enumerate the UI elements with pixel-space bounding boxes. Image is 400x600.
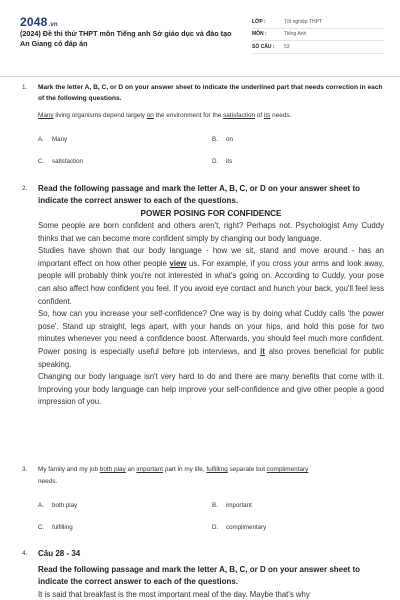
question-body [38, 82, 384, 121]
question-3 [0, 462, 400, 542]
passage-paragraph: Some people are born confident and others aren't, right? Perhaps not. Psychologist Amy Cuddy thinks that we can become more confident simply by changing our body language. [38, 221, 384, 243]
question-body [38, 464, 328, 488]
option-letter: A. [38, 136, 44, 143]
logo-text: 2048 [20, 15, 48, 29]
underlined-word: complimentary [266, 466, 309, 473]
option-text: fulfilling [52, 524, 73, 531]
option-a[interactable] [38, 502, 77, 509]
option-text: on [226, 136, 233, 143]
question-number: 3. [22, 466, 28, 473]
statement-text: an [125, 466, 137, 473]
passage-paragraph: Changing our body language isn't very hard to do and there are many benefits that come with it. Improving your body language can help improve your self-confidence and give other people a good impression of you. [38, 372, 384, 407]
underlined-word: on [146, 112, 154, 119]
option-letter: D. [212, 524, 219, 531]
option-letter: B. [212, 136, 218, 143]
option-letter: B. [212, 502, 218, 509]
option-text: its [226, 158, 233, 165]
question-instruction: Mark the letter A, B, C, or D on your answer sheet to indicate the underlined part that needs correction in each of the following questions. [38, 84, 383, 102]
statement-text: of [255, 112, 264, 119]
passage-title: POWER POSING FOR CONFIDENCE [140, 209, 282, 218]
meta-key: MÔN : [252, 31, 267, 38]
option-text: both play [52, 502, 78, 509]
question-instruction: Read the following passage and mark the letter A, B, C, or D on your answer sheet to indicate the correct answer to each of the questions. [38, 184, 360, 205]
statement-text: needs. [270, 112, 292, 119]
option-b[interactable] [212, 136, 233, 143]
option-c[interactable] [38, 524, 73, 531]
passage-paragraph [38, 308, 384, 371]
meta-row-subject [252, 29, 384, 42]
exam-meta [252, 16, 384, 54]
underlined-word: Many [38, 112, 54, 119]
header-divider [0, 76, 400, 77]
meta-row-count [252, 41, 384, 54]
question-number: 4. [22, 550, 28, 557]
option-text: Many [52, 136, 68, 143]
question-range-label: Câu 28 - 34 [38, 549, 81, 558]
option-d[interactable] [212, 524, 266, 531]
underlined-word: its [263, 112, 271, 119]
site-logo[interactable] [20, 15, 58, 29]
meta-key: LỚP : [252, 18, 266, 25]
question-2 [0, 181, 400, 459]
underlined-word: fulfilling [206, 466, 228, 473]
statement-text: My family and my job [38, 466, 100, 473]
question-statement [38, 111, 384, 121]
question-body [38, 183, 384, 409]
meta-value: 53 [284, 43, 290, 50]
meta-key: SỐ CÂU : [252, 43, 275, 50]
option-d[interactable] [212, 158, 232, 165]
option-text: important [226, 502, 252, 509]
meta-row-class [252, 16, 384, 29]
option-b[interactable] [212, 502, 252, 509]
statement-text: needs. [38, 478, 58, 485]
question-body [38, 548, 384, 600]
statement-text: living organisms depend largely [53, 112, 147, 119]
statement-text: part in my life, [163, 466, 207, 473]
question-number: 2. [22, 185, 28, 192]
document-header [0, 0, 400, 70]
paragraph-text: us. For example, if you cross your arms and look away, people will probably think you're not interested in what's going on. According to Cuddy, your pose can also affect how confident you feel. If you avoid eye contact and hunch your back, you'll feel less confident. [38, 258, 384, 306]
underlined-word: both play [99, 466, 126, 473]
meta-value: Tiếng Anh [284, 31, 307, 38]
question-4 [0, 547, 400, 600]
highlighted-word: view [169, 258, 187, 268]
option-letter: C. [38, 158, 45, 165]
statement-text: separate but [227, 466, 267, 473]
underlined-word: satisfaction [223, 112, 256, 119]
option-a[interactable] [38, 136, 67, 143]
passage-paragraph [38, 245, 384, 308]
option-text: complimentary [226, 524, 267, 531]
paragraph-text: also proves beneficial for public speaking. [38, 346, 384, 369]
option-letter: A. [38, 502, 44, 509]
option-letter: D. [212, 158, 219, 165]
option-letter: C. [38, 524, 45, 531]
question-1 [0, 80, 400, 180]
option-text: satisfaction [52, 158, 83, 165]
document-title: (2024) Đề thi thử THPT môn Tiếng anh Sở giáo dục và đào tạo An Giang có đáp án [20, 29, 232, 48]
highlighted-word: it [260, 346, 265, 356]
question-number: 1. [22, 84, 28, 91]
paragraph-text: Studies have shown that our body language - how we sit, stand and move around - has an important effect on how other people [38, 246, 384, 268]
underlined-word: important [136, 466, 164, 473]
option-c[interactable] [38, 158, 83, 165]
question-instruction: Read the following passage and mark the letter A, B, C, or D on your answer sheet to indicate the correct answer to each of the questions. [38, 565, 360, 586]
question-statement [38, 464, 328, 488]
passage-paragraph: It is said that breakfast is the most important meal of the day. Maybe that's why [38, 590, 310, 599]
meta-value: Tốt nghiệp THPT [284, 18, 322, 25]
paragraph-text: So, how can you increase your self-confidence? One way is by doing what Cuddy calls 'the power pose'. Stand up straight, legs apart, with your hands on your hips, and hold this pose for two minutes whenever you need a confidence boost. Afterwards, you should feel much more confident. Power posing is especially useful before job interviews, and [38, 309, 384, 356]
statement-text: the environment for the [153, 112, 224, 119]
logo-suffix: .vn [48, 22, 58, 28]
